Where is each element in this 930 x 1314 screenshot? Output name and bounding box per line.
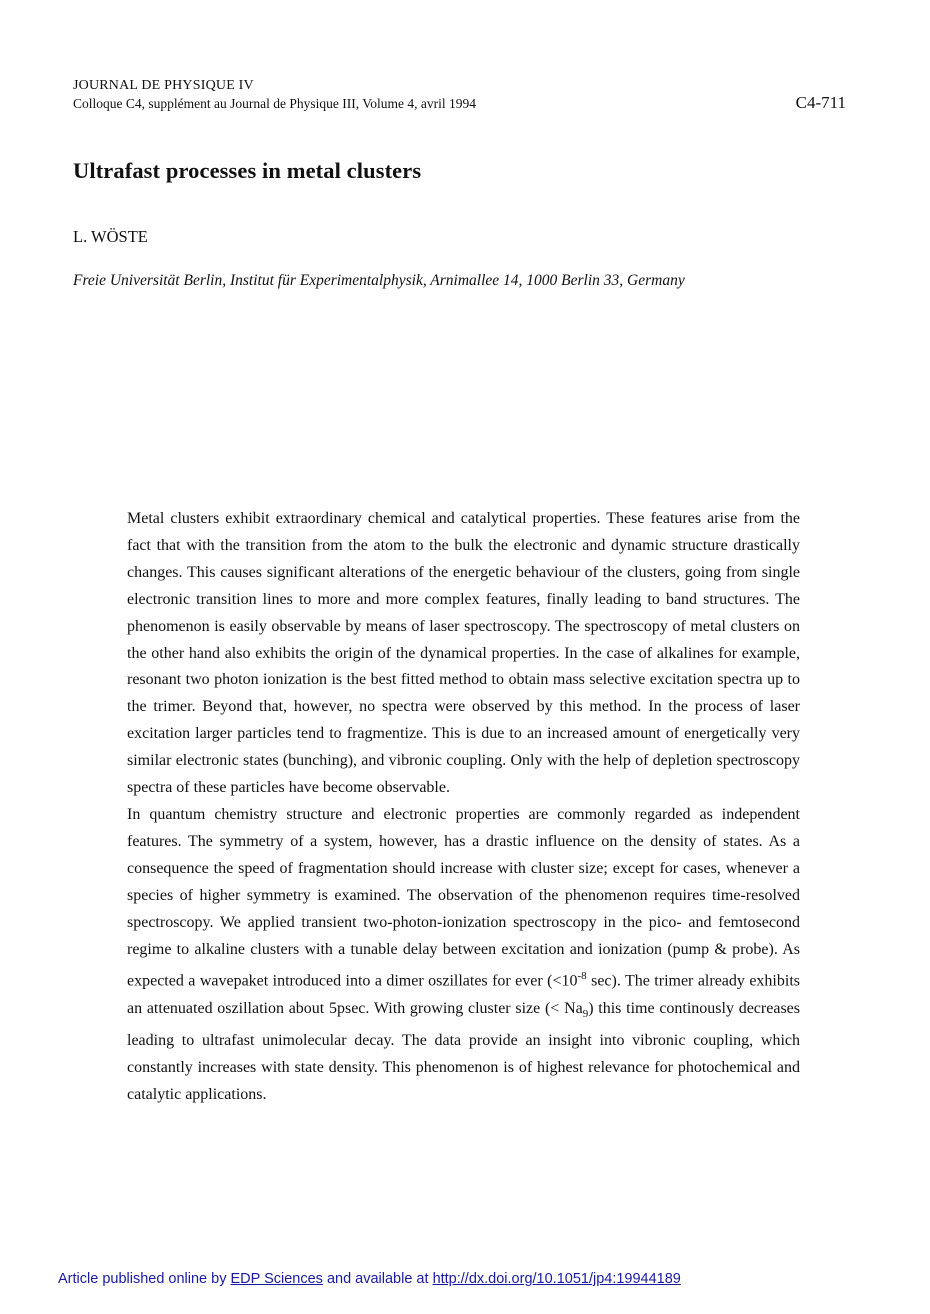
subscript: 9	[582, 1007, 589, 1020]
page-number: C4-711	[795, 93, 846, 112]
article-title: Ultrafast processes in metal clusters	[73, 158, 422, 183]
journal-name: JOURNAL DE PHYSIQUE IV	[73, 78, 254, 93]
abstract-text: sec). The trimer already exhibits an attenuated oszillation about 5psec. With growing cluster size (< Na	[127, 972, 800, 1017]
abstract-text: In quantum chemistry structure and electronic properties are commonly regarded as independent features. The symmetry of a system, however, has a drastic influence on the density of states. As a consequence the speed of fragmentation should increase with cluster size; except for cases, whenever a species of higher symmetry is examined. The observation of the phenomenon requires time-resolved spectroscopy. We applied transient two-photon-ionization spectroscopy in the pico- and femtosecond regime to alkaline clusters with a tunable delay between excitation and ionization (pump & probe). As expected a wavepaket introduced into a dimer oszillates for ever (<10	[127, 805, 800, 990]
abstract	[127, 506, 800, 1108]
abstract-paragraph-2	[127, 802, 800, 1108]
abstract-paragraph-1: Metal clusters exhibit extraordinary chemical and catalytical properties. These features arise from the fact that with the transition from the atom to the bulk the electronic and dynamic structure drastically changes. This causes significant alterations of the energetic behaviour of the clusters, going from single electronic transition lines to more and more complex features, finally leading to band structures. The phenomenon is easily observable by means of laser spectroscopy. The spectroscopy of metal clusters on the other hand also exhibits the origin of the dynamical properties. In the case of alkalines for example, resonant two photon ionization is the best fitted method to obtain mass selective excitation spectra up to the trimer. Beyond that, however, no spectra were observed by this method. In the process of laser excitation larger particles tend to fragmentize. This is due to an increased amount of energetically very similar electronic states (bunching), and vibronic coupling. Only with the help of depletion spectroscopy spectra of these particles have become observable.	[127, 510, 800, 797]
author: L. WÖSTE	[73, 227, 148, 246]
footer	[58, 1271, 681, 1287]
footer-prefix: Article published online by	[58, 1271, 231, 1287]
doi-link[interactable]: http://dx.doi.org/10.1051/jp4:19944189	[432, 1271, 681, 1287]
affiliation: Freie Universität Berlin, Institut für Experimentalphysik, Arnimallee 14, 1000 Berlin 33, Germany	[73, 272, 685, 289]
colloque-line: Colloque C4, supplément au Journal de Physique III, Volume 4, avril 1994	[73, 96, 476, 111]
abstract-text: ) this time continously decreases leading to ultrafast unimolecular decay. The data provide an insight into vibronic coupling, which constantly increases with state density. This phenomenon is of highest relevance for photochemical and catalytic applications.	[127, 999, 800, 1103]
footer-middle: and available at	[322, 1271, 433, 1287]
publisher-link[interactable]: EDP Sciences	[230, 1271, 323, 1287]
exponent: -8	[577, 970, 587, 983]
